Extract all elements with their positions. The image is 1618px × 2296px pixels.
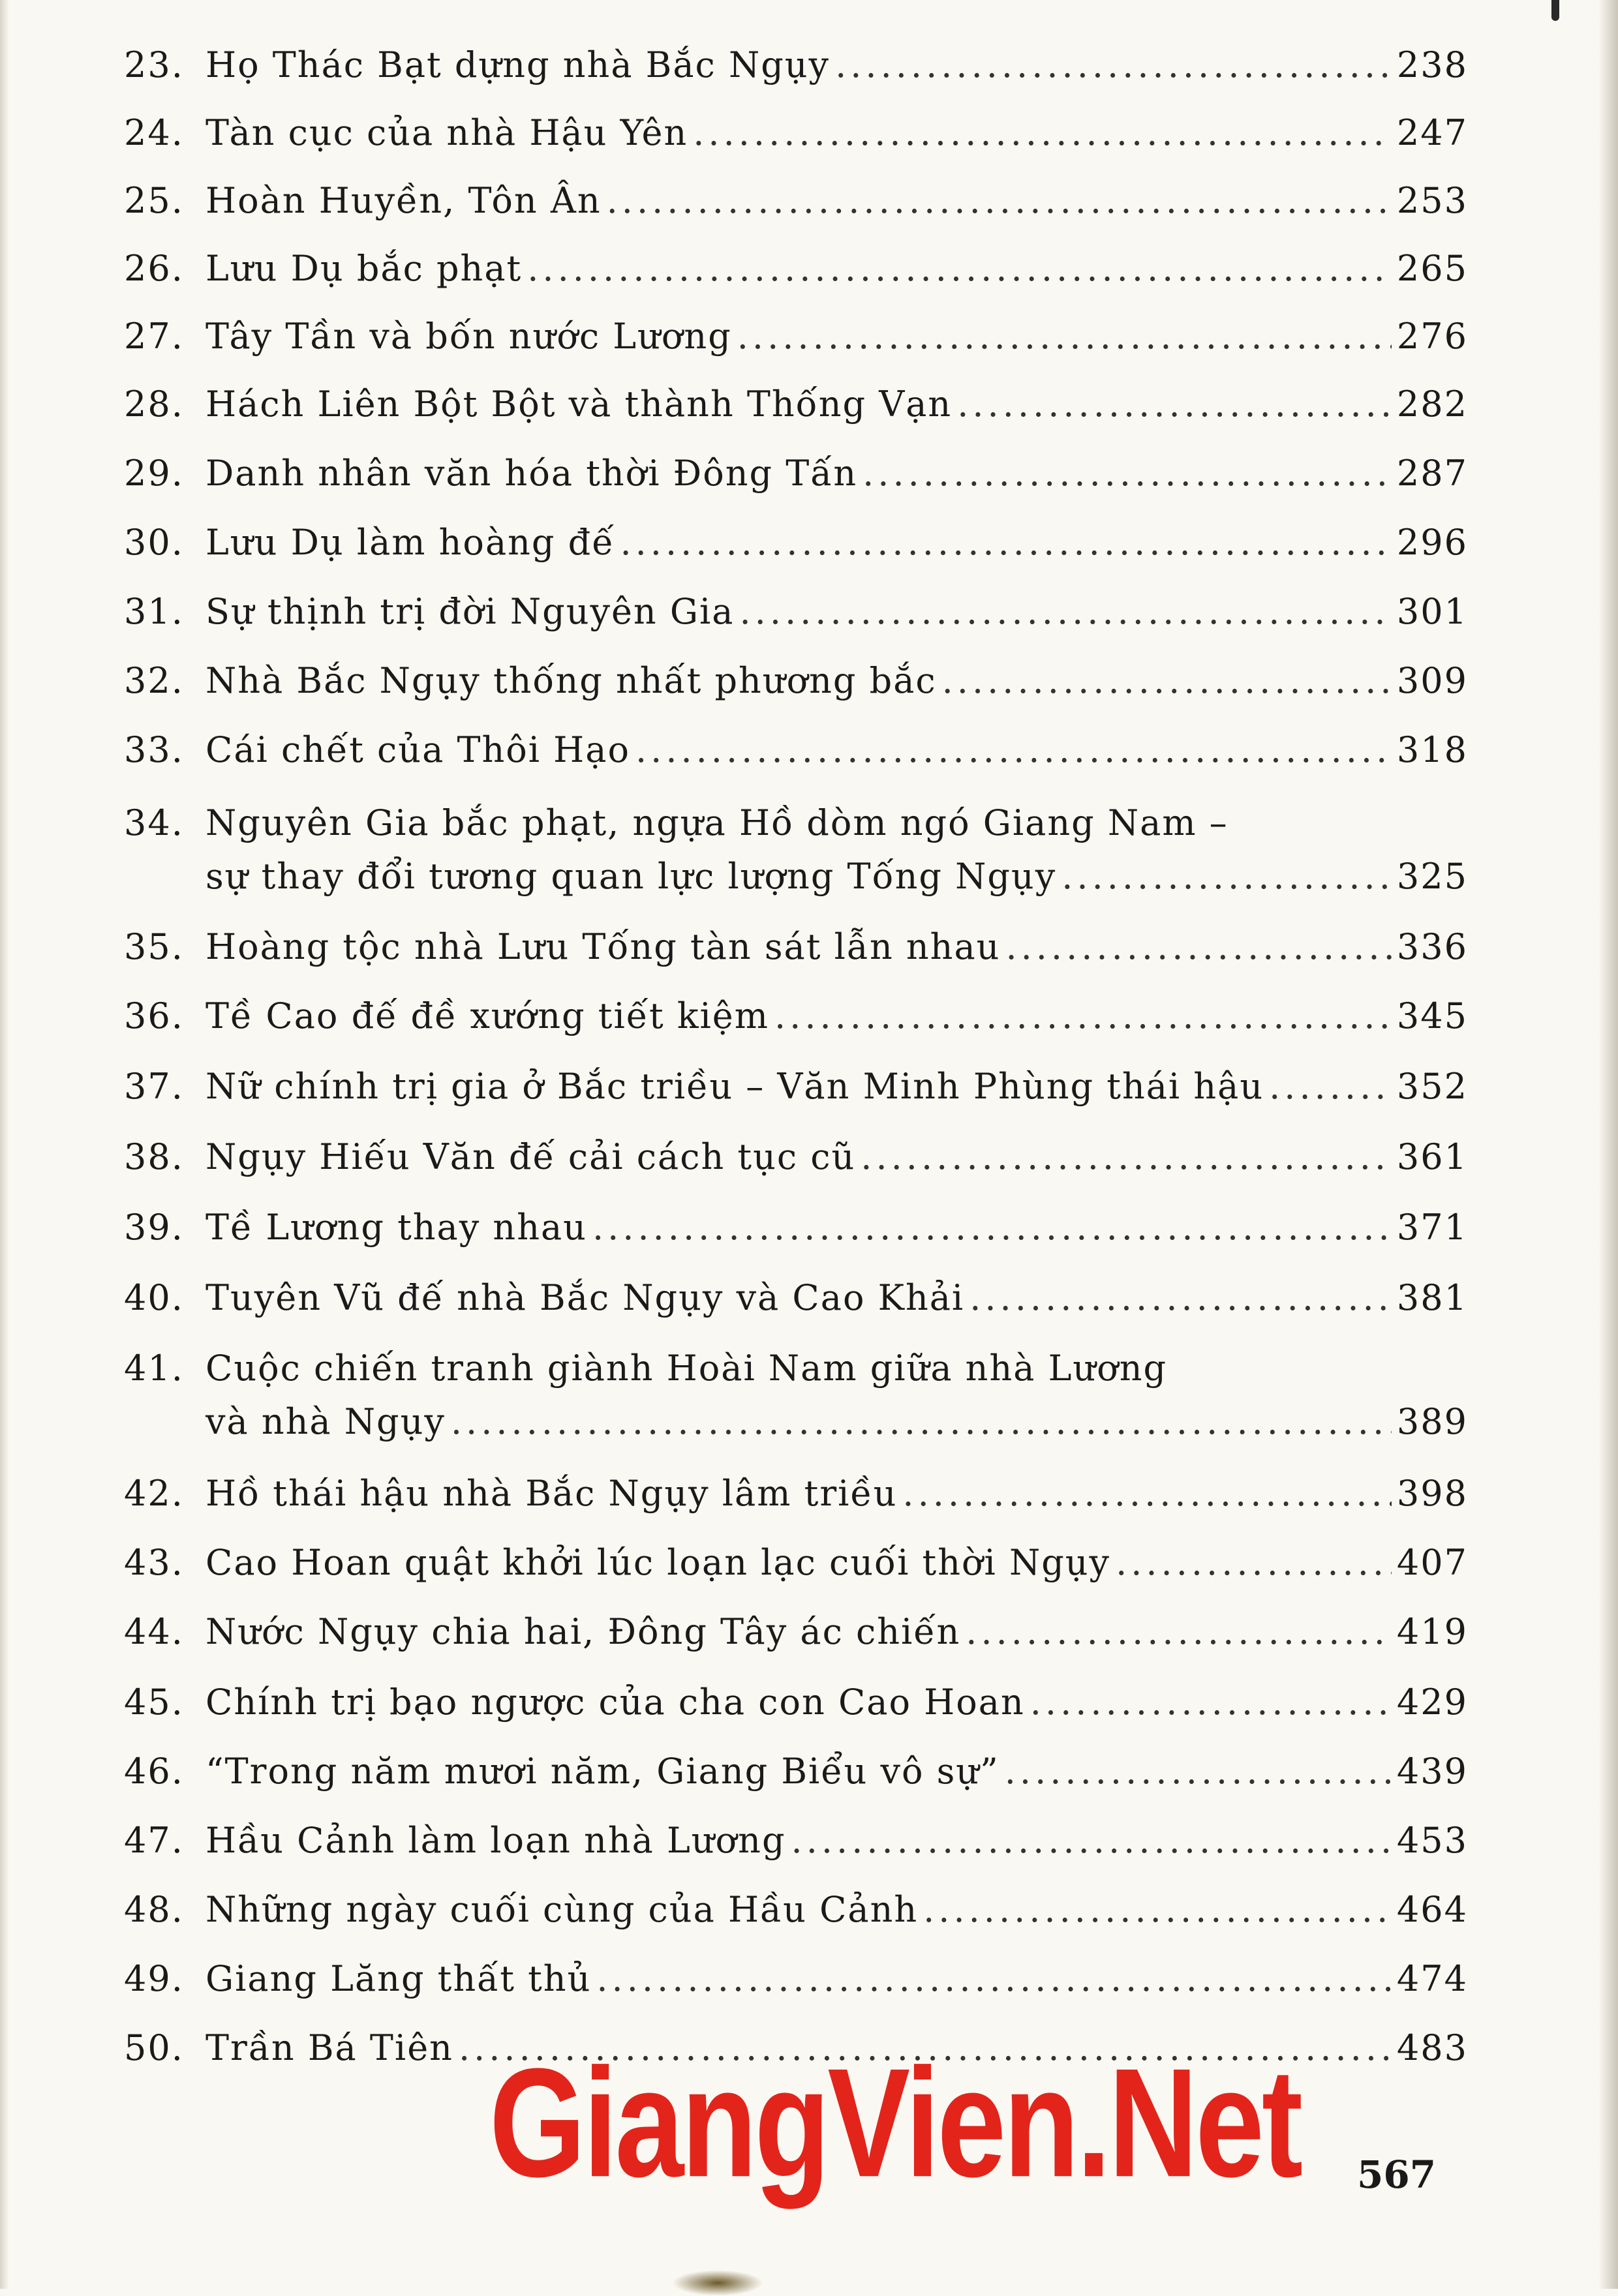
entry-line: [206, 1468, 1468, 1520]
entry-page: 287: [1396, 453, 1468, 494]
entry-number: 29.: [124, 453, 184, 494]
entry-line: [206, 1342, 1468, 1395]
dot-leader: [1269, 1061, 1392, 1113]
page-edge-left: [0, 0, 9, 2289]
entry-page: 253: [1396, 180, 1468, 221]
dot-leader: [1005, 1745, 1392, 1798]
entry-page: 453: [1396, 1820, 1468, 1861]
entry-page: 389: [1396, 1401, 1468, 1442]
dot-leader: [1061, 851, 1392, 903]
entry-title-continuation: và nhà Ngụy: [206, 1401, 446, 1442]
entry-number: 24.: [124, 112, 184, 153]
page-number: 567: [1357, 2152, 1437, 2197]
entry-number: 46.: [124, 1751, 184, 1792]
entry-title: Lưu Dụ bắc phạt: [206, 248, 523, 289]
page-edge-right: [1598, 0, 1618, 2289]
entry-number: 32.: [124, 660, 184, 701]
dot-leader: [527, 243, 1392, 295]
entry-title: Hồ thái hậu nhà Bắc Ngụy lâm triều: [206, 1473, 898, 1514]
entry-title: Những ngày cuối cùng của Hầu Cảnh: [206, 1889, 919, 1930]
entry-line: [206, 797, 1468, 849]
entry-page: 265: [1396, 248, 1468, 289]
entry-page: 247: [1396, 112, 1468, 153]
entry-page: 398: [1396, 1473, 1468, 1514]
entry-line: [206, 39, 1468, 91]
entry-page: 439: [1396, 1751, 1468, 1792]
dot-leader: [861, 1131, 1392, 1183]
entry-page: 238: [1396, 44, 1468, 85]
entry-page: 474: [1396, 1958, 1468, 1999]
dot-leader: [737, 310, 1392, 363]
entry-page: 483: [1396, 2027, 1468, 2068]
entry-line: [206, 1201, 1468, 1254]
entry-line: [206, 310, 1468, 363]
entry-line: [206, 655, 1468, 707]
entry-number: 45.: [124, 1682, 184, 1723]
entry-page: 429: [1396, 1682, 1468, 1723]
entry-line: [206, 990, 1468, 1042]
watermark-logo: GiangVien.Net: [489, 2036, 1301, 2210]
entry-line: [206, 107, 1468, 159]
entry-line: [206, 243, 1468, 295]
entry-number: 38.: [124, 1136, 184, 1177]
entry-line: [206, 1676, 1468, 1729]
entry-number: 36.: [124, 995, 184, 1036]
dot-leader: [451, 1396, 1392, 1448]
entry-title: Nữ chính trị gia ở Bắc triều – Văn Minh Phùng thái hậu: [206, 1066, 1264, 1107]
entry-line: [206, 517, 1468, 569]
entry-title: Giang Lăng thất thủ: [206, 1958, 592, 1999]
entry-title: Tây Tần và bốn nước Lương: [206, 316, 732, 357]
entry-title: Cái chết của Thôi Hạo: [206, 729, 630, 770]
entry-line: [206, 1745, 1468, 1798]
entry-page: 464: [1396, 1889, 1468, 1930]
entry-line: [206, 378, 1468, 430]
entry-page: 336: [1396, 926, 1468, 967]
dot-leader: [1005, 921, 1391, 973]
entry-title: Họ Thác Bạt dựng nhà Bắc Ngụy: [206, 44, 831, 85]
entry-number: 39.: [124, 1207, 184, 1248]
entry-title: Tề Lương thay nhau: [206, 1207, 587, 1248]
entry-number: 30.: [124, 522, 184, 563]
entry-page: 352: [1396, 1066, 1468, 1107]
entry-title: Hách Liên Bột Bột và thành Thống Vạn: [206, 384, 953, 425]
entry-title-continuation: sự thay đổi tương quan lực lượng Tống Ngụy: [206, 856, 1057, 897]
entry-number: 44.: [124, 1611, 184, 1652]
entry-number: 40.: [124, 1277, 184, 1318]
entry-title: Trần Bá Tiên: [206, 2027, 453, 2068]
dot-leader: [1116, 1537, 1392, 1589]
dot-leader: [596, 1953, 1392, 2005]
entry-page: 325: [1396, 856, 1468, 897]
entry-number: 31.: [124, 591, 184, 632]
dot-leader: [942, 655, 1392, 707]
entry-page: 371: [1396, 1207, 1468, 1248]
entry-line: [206, 1131, 1468, 1183]
entry-line: [206, 447, 1468, 500]
entry-number: 41.: [124, 1348, 184, 1389]
entry-line: [206, 1815, 1468, 1867]
corner-mark: [1551, 0, 1559, 21]
entry-line: [206, 1606, 1468, 1658]
entry-line: [206, 1884, 1468, 1936]
entry-title: “Trong năm mươi năm, Giang Biểu vô sự”: [206, 1751, 1000, 1792]
entry-title: Danh nhân văn hóa thời Đông Tấn: [206, 453, 858, 494]
entry-page: 301: [1396, 591, 1468, 632]
entry-line: [206, 586, 1468, 638]
entry-line: [206, 1537, 1468, 1589]
entry-number: 50.: [124, 2027, 184, 2068]
dot-leader: [969, 1272, 1392, 1324]
entry-title: Sự thịnh trị đời Nguyên Gia: [206, 591, 735, 632]
entry-title: Hoàng tộc nhà Lưu Tống tàn sát lẫn nhau: [206, 926, 1001, 967]
dot-leader: [739, 586, 1391, 638]
entry-title: Nước Ngụy chia hai, Đông Tây ác chiến: [206, 1611, 961, 1652]
entry-title: Tuyên Vũ đế nhà Bắc Ngụy và Cao Khải: [206, 1277, 965, 1318]
entry-number: 49.: [124, 1958, 184, 1999]
entry-page: 309: [1396, 660, 1468, 701]
dot-leader: [607, 175, 1392, 227]
entry-title: Hoàn Huyền, Tôn Ân: [206, 180, 602, 221]
entry-line: [206, 921, 1468, 973]
entry-number: 43.: [124, 1542, 184, 1583]
dot-leader: [862, 447, 1392, 500]
entry-number: 34.: [124, 802, 184, 843]
entry-page: 276: [1396, 316, 1468, 357]
entry-page: 419: [1396, 1611, 1468, 1652]
dot-leader: [966, 1606, 1392, 1658]
entry-number: 27.: [124, 316, 184, 357]
entry-title: Nhà Bắc Ngụy thống nhất phương bắc: [206, 660, 937, 701]
dot-leader: [902, 1468, 1392, 1520]
entry-number: 42.: [124, 1473, 184, 1514]
entry-number: 25.: [124, 180, 184, 221]
entry-number: 33.: [124, 729, 184, 770]
entry-title: Chính trị bạo ngược của cha con Cao Hoan: [206, 1682, 1025, 1723]
entry-line: [206, 1272, 1468, 1324]
entry-line: [206, 724, 1468, 776]
dot-leader: [774, 990, 1392, 1042]
dot-leader: [957, 378, 1392, 430]
dot-leader: [1030, 1676, 1392, 1729]
entry-page: 296: [1396, 522, 1468, 563]
entry-title: Hầu Cảnh làm loạn nhà Lương: [206, 1820, 786, 1861]
binding-mark: [672, 2270, 763, 2296]
dot-leader: [592, 1201, 1392, 1254]
entry-number: 47.: [124, 1820, 184, 1861]
entry-number: 23.: [124, 44, 184, 85]
entry-number: 35.: [124, 926, 184, 967]
entry-title: Lưu Dụ làm hoàng đế: [206, 522, 615, 563]
entry-title: Tề Cao đế đề xướng tiết kiệm: [206, 995, 769, 1036]
entry-line: [206, 1061, 1468, 1113]
dot-leader: [791, 1815, 1392, 1867]
entry-page: 345: [1396, 995, 1468, 1036]
entry-title: Nguyên Gia bắc phạt, ngựa Hồ dòm ngó Giang Nam –: [206, 802, 1229, 843]
entry-number: 37.: [124, 1066, 184, 1107]
entry-number: 28.: [124, 384, 184, 425]
entry-title: Cao Hoan quật khởi lúc loạn lạc cuối thời Ngụy: [206, 1542, 1111, 1583]
entry-page: 381: [1396, 1277, 1468, 1318]
entry-title: Tàn cục của nhà Hậu Yên: [206, 112, 688, 153]
entry-page: 407: [1396, 1542, 1468, 1583]
entry-line: [206, 175, 1468, 227]
dot-leader: [835, 39, 1392, 91]
entry-line-continuation: [206, 1396, 1468, 1448]
entry-number: 26.: [124, 248, 184, 289]
dot-leader: [635, 724, 1392, 776]
entry-line-continuation: [206, 851, 1468, 903]
entry-title: Cuộc chiến tranh giành Hoài Nam giữa nhà Lương: [206, 1348, 1168, 1389]
entry-title: Ngụy Hiếu Văn đế cải cách tục cũ: [206, 1136, 856, 1177]
dot-leader: [620, 517, 1391, 569]
entry-line: [206, 1953, 1468, 2005]
dot-leader: [693, 107, 1392, 159]
entry-page: 361: [1396, 1136, 1468, 1177]
dot-leader: [923, 1884, 1392, 1936]
entry-page: 282: [1396, 384, 1468, 425]
entry-number: 48.: [124, 1889, 184, 1930]
entry-page: 318: [1396, 729, 1468, 770]
